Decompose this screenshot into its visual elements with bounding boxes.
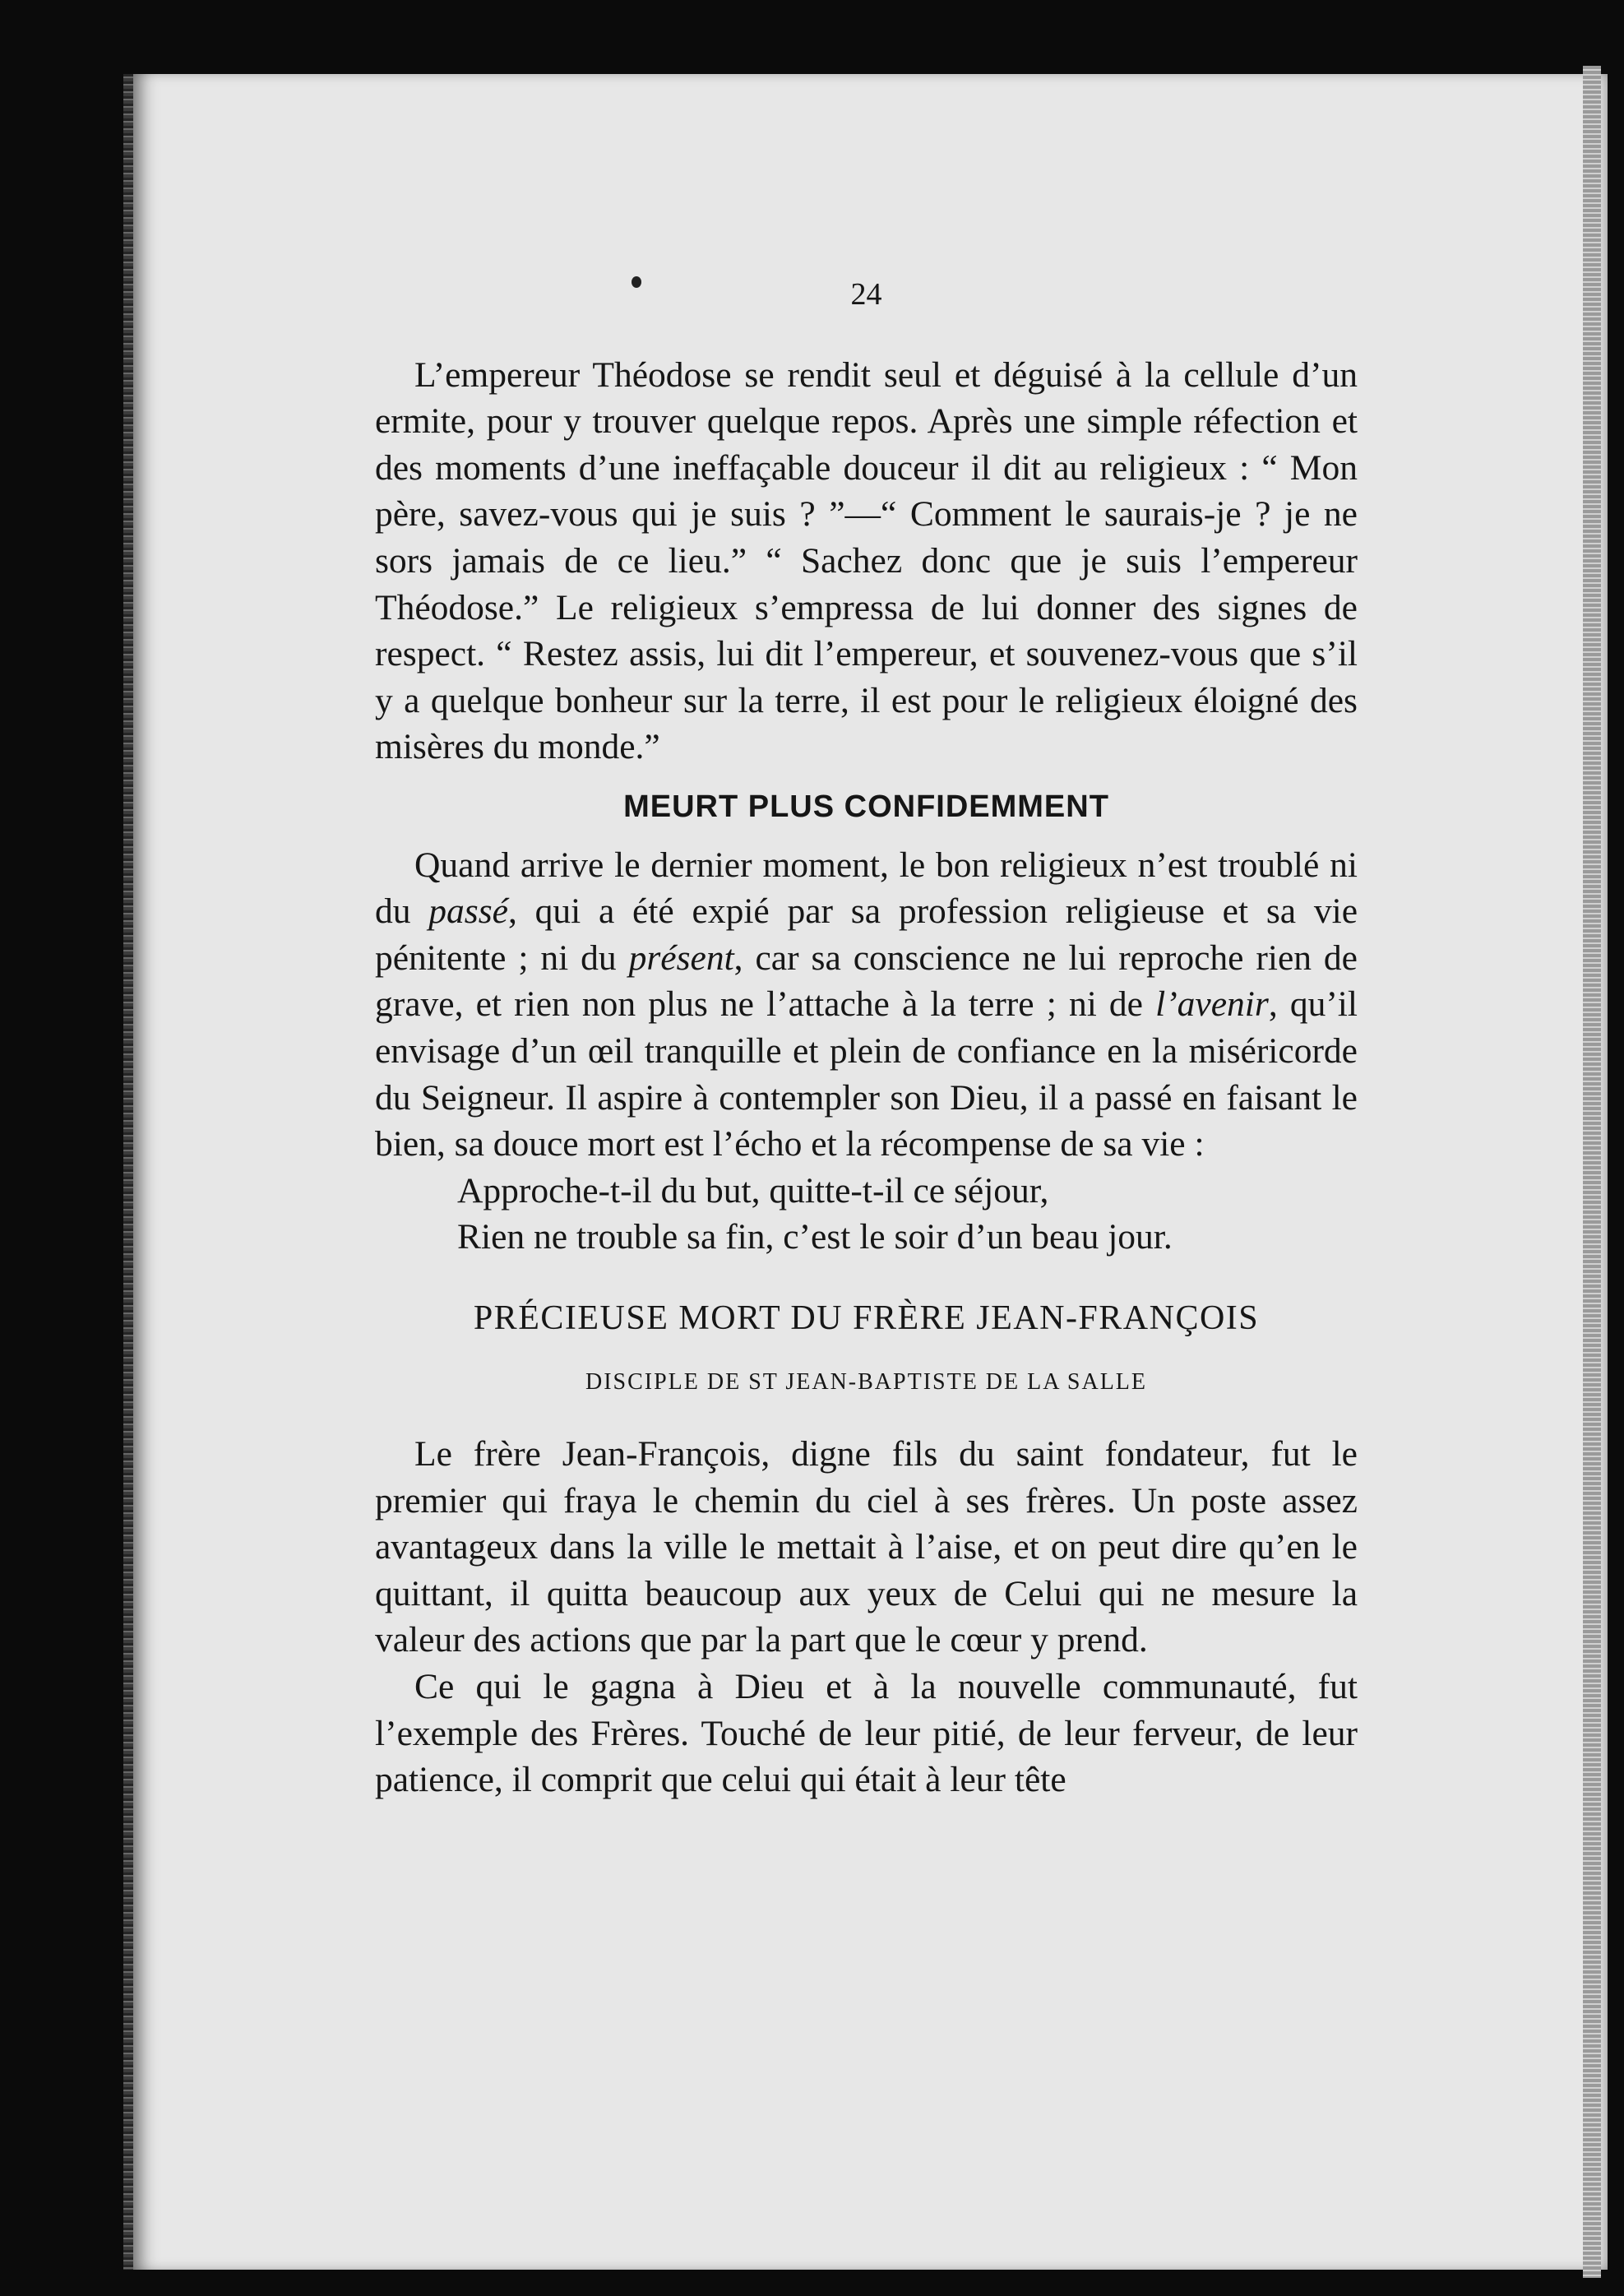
p2-passe: passé bbox=[428, 891, 508, 932]
page-text bbox=[375, 271, 1358, 1803]
p2-avenir: l’avenir bbox=[1155, 984, 1269, 1025]
p2-text-b: , qui a été expié par sa profession religieuse et sa vie pénitente ; ni du bbox=[375, 891, 1358, 978]
section-heading-meurt: MEURT PLUS CONFIDEMMENT bbox=[623, 789, 1109, 824]
p2-text-c: , car sa conscience ne lui reproche rien de grave, et rien non plus ne l’attache à la terre ; ni de bbox=[375, 937, 1358, 1025]
p2-text-d: , qu’il envisage d’un œil tranquille et plein de confiance en la miséricorde du Seigneur. Il aspire à contempler son Dieu, il a passé en faisant le bien, sa douce mort est l’écho et la récompense de sa vie : bbox=[375, 984, 1358, 1164]
section-subheading-disciple: DISCIPLE DE ST JEAN-BAPTISTE DE LA SALLE bbox=[585, 1369, 1148, 1396]
p2-text-a: Quand arrive le dernier moment, le bon religieux n’est troublé ni du bbox=[375, 845, 1358, 932]
paragraph-theodose: L’empereur Théodose se rendit seul et déguisé à la cellule d’un ermite, pour y trouver quelque repos. Après une simple réfection et des moments d’une ineffaçable douceur il dit au religieux : “ Mon père, savez-vous qui je suis ? ”—“ Comment le saurais-je ? je ne sors jamais de ce lieu.” “ Sachez donc que je suis l’empereur Théodose.” Le religieux s’empressa de lui donner des signes de respect. “ Restez assis, lui dit l’empereur, et souvenez-vous que s’il y a quelque bonheur sur la terre, il est pour le religieux éloigné des misères du monde.” bbox=[375, 354, 1358, 767]
p2-present: présent bbox=[628, 937, 734, 978]
verse-line-1: Approche-t-il du but, quitte-t-il ce séjour, bbox=[457, 1170, 1049, 1210]
paragraph-exemple-freres: Ce qui le gagna à Dieu et à la nouvelle communauté, fut l’exemple des Frères. Touché de leur pitié, de leur ferveur, de leur patience, il comprit que celui qui était à leur tête bbox=[375, 1667, 1358, 1800]
verse-line-2: Rien ne trouble sa fin, c’est le soir d’un beau jour. bbox=[457, 1217, 1173, 1257]
page-edge bbox=[1583, 66, 1601, 2278]
section-heading-precieuse-mort: PRÉCIEUSE MORT DU FRÈRE JEAN-FRANÇOIS bbox=[473, 1298, 1260, 1337]
paragraph-dernier-moment bbox=[375, 842, 1358, 1168]
paragraph-jean-francois: Le frère Jean-François, digne fils du saint fondateur, fut le premier qui fraya le chemin du ciel à ses frères. Un poste assez avantageux dans la ville le mettait à l’aise, et on peut dire qu’en le quittant, il quitta beaucoup aux yeux de Celui qui ne mesure la valeur des actions que par la part que le cœur y prend. bbox=[375, 1434, 1358, 1660]
page-number: 24 bbox=[850, 277, 882, 312]
